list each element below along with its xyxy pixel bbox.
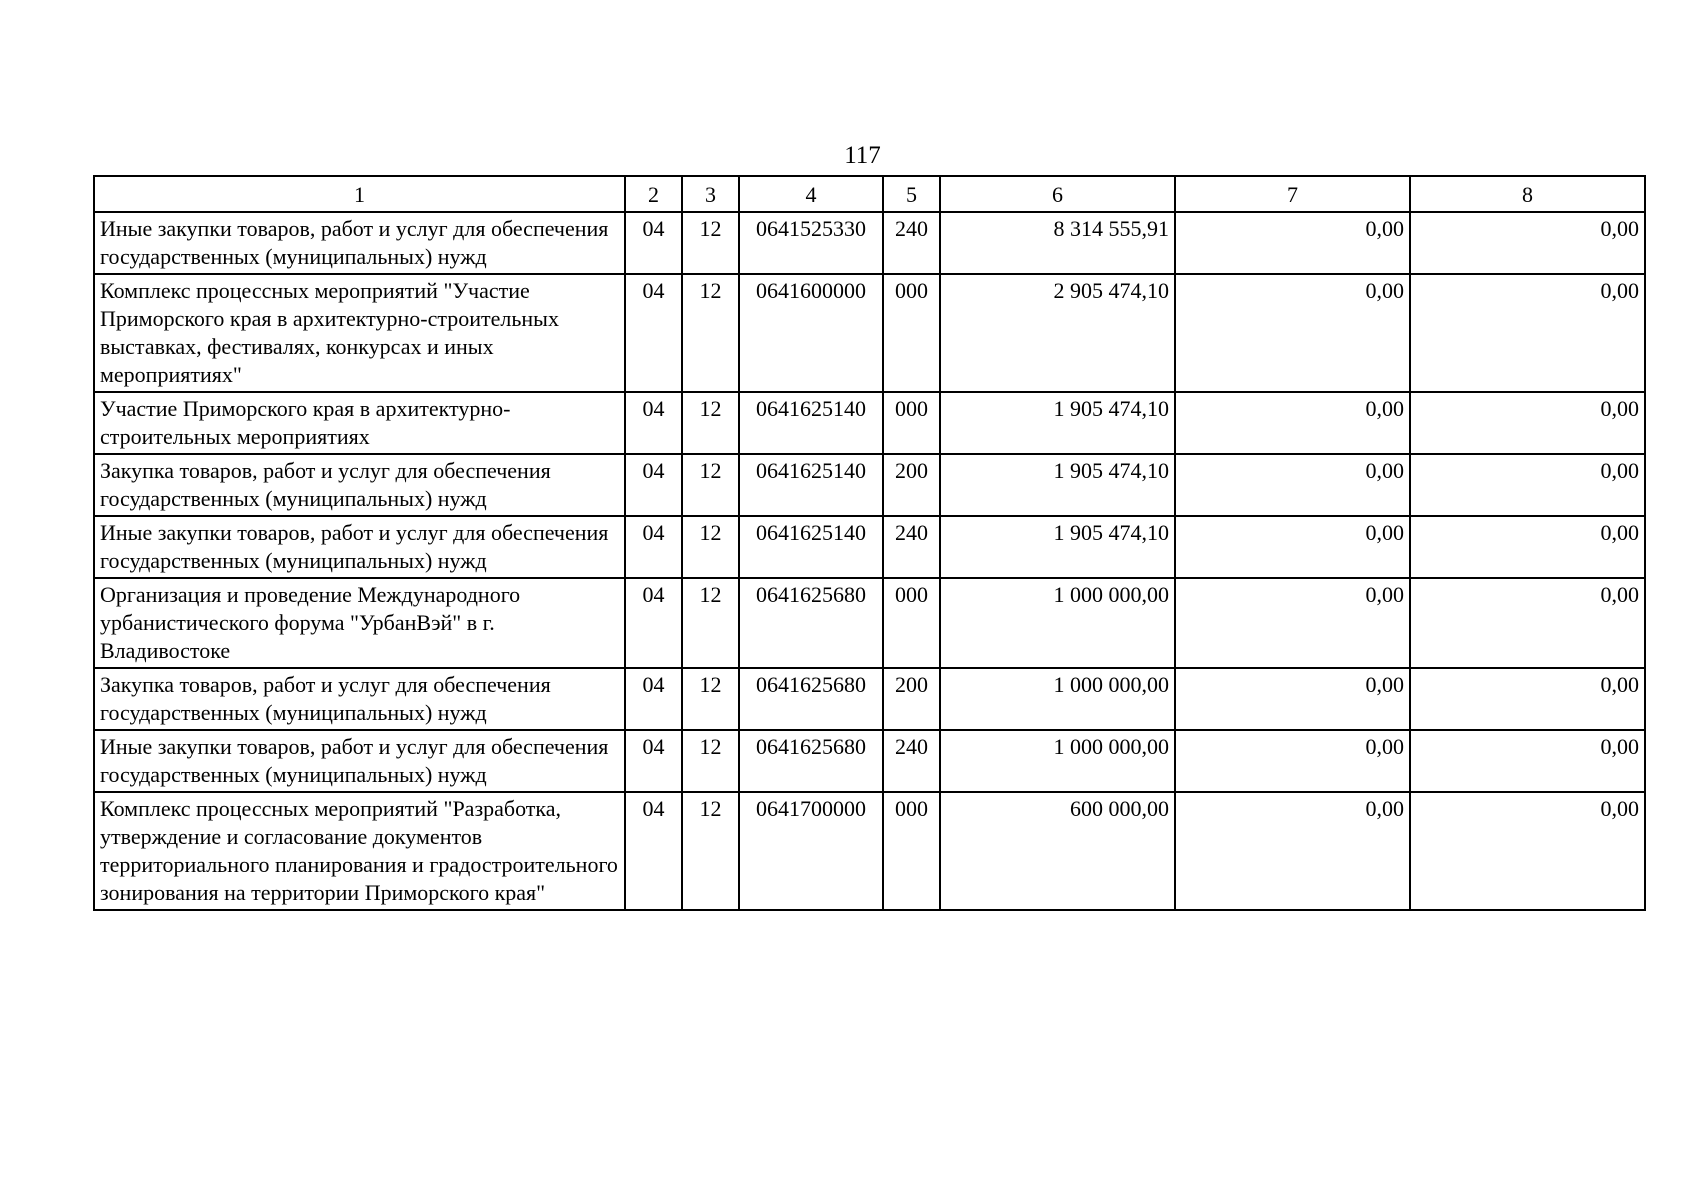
row-name: Иные закупки товаров, работ и услуг для обеспечения государственных (муниципальных) нужд: [94, 212, 625, 274]
page-number: 117: [844, 142, 881, 169]
row-amount-2: 0,00: [1175, 392, 1410, 454]
row-name: Иные закупки товаров, работ и услуг для обеспечения государственных (муниципальных) нужд: [94, 516, 625, 578]
row-amount-2: 0,00: [1175, 668, 1410, 730]
row-section: 04: [625, 454, 682, 516]
row-type: 240: [883, 730, 940, 792]
row-amount-3: 0,00: [1410, 454, 1645, 516]
row-name: Участие Приморского края в архитектурно-строительных мероприятиях: [94, 392, 625, 454]
row-subsection: 12: [682, 668, 739, 730]
row-amount-2: 0,00: [1175, 578, 1410, 668]
row-amount-2: 0,00: [1175, 792, 1410, 910]
row-section: 04: [625, 668, 682, 730]
row-amount-2: 0,00: [1175, 516, 1410, 578]
table-row: [94, 516, 1645, 578]
column-header-section: 2: [625, 176, 682, 212]
row-amount-3: 0,00: [1410, 668, 1645, 730]
row-target: 0641625140: [739, 392, 883, 454]
row-target: 0641700000: [739, 792, 883, 910]
row-amount-1: 600 000,00: [940, 792, 1175, 910]
row-target: 0641600000: [739, 274, 883, 392]
row-amount-1: 1 905 474,10: [940, 392, 1175, 454]
row-subsection: 12: [682, 578, 739, 668]
row-section: 04: [625, 274, 682, 392]
row-amount-3: 0,00: [1410, 730, 1645, 792]
row-subsection: 12: [682, 274, 739, 392]
row-amount-1: 8 314 555,91: [940, 212, 1175, 274]
column-header-subsection: 3: [682, 176, 739, 212]
table-row: [94, 578, 1645, 668]
row-target: 0641525330: [739, 212, 883, 274]
row-subsection: 12: [682, 454, 739, 516]
row-section: 04: [625, 578, 682, 668]
row-name: Комплекс процессных мероприятий "Участие Приморского края в архитектурно-строительных выставках, фестивалях, конкурсах и иных мероприятиях": [94, 274, 625, 392]
row-amount-1: 1 000 000,00: [940, 578, 1175, 668]
row-name: Комплекс процессных мероприятий "Разработка, утверждение и согласование документов территориального планирования и градостроительного зонирования на территории Приморского края": [94, 792, 625, 910]
row-type: 240: [883, 212, 940, 274]
row-type: 240: [883, 516, 940, 578]
row-amount-2: 0,00: [1175, 274, 1410, 392]
row-name: Закупка товаров, работ и услуг для обеспечения государственных (муниципальных) нужд: [94, 668, 625, 730]
column-header-amount-2: 7: [1175, 176, 1410, 212]
row-target: 0641625680: [739, 668, 883, 730]
row-amount-1: 1 000 000,00: [940, 730, 1175, 792]
row-section: 04: [625, 212, 682, 274]
row-section: 04: [625, 792, 682, 910]
table-row: [94, 730, 1645, 792]
row-type: 000: [883, 392, 940, 454]
row-subsection: 12: [682, 212, 739, 274]
row-section: 04: [625, 730, 682, 792]
row-target: 0641625140: [739, 516, 883, 578]
column-header-name: 1: [94, 176, 625, 212]
table-row: [94, 392, 1645, 454]
budget-table: [93, 175, 1646, 911]
row-type: 000: [883, 792, 940, 910]
row-amount-2: 0,00: [1175, 730, 1410, 792]
row-subsection: 12: [682, 392, 739, 454]
row-subsection: 12: [682, 730, 739, 792]
row-name: Иные закупки товаров, работ и услуг для обеспечения государственных (муниципальных) нужд: [94, 730, 625, 792]
row-type: 000: [883, 274, 940, 392]
row-amount-3: 0,00: [1410, 392, 1645, 454]
row-amount-2: 0,00: [1175, 454, 1410, 516]
column-header-amount-3: 8: [1410, 176, 1645, 212]
row-subsection: 12: [682, 792, 739, 910]
table-row: [94, 668, 1645, 730]
row-amount-1: 1 905 474,10: [940, 516, 1175, 578]
row-target: 0641625140: [739, 454, 883, 516]
row-amount-1: 1 905 474,10: [940, 454, 1175, 516]
row-amount-3: 0,00: [1410, 516, 1645, 578]
row-amount-2: 0,00: [1175, 212, 1410, 274]
table-row: [94, 274, 1645, 392]
column-header-type: 5: [883, 176, 940, 212]
row-section: 04: [625, 392, 682, 454]
row-amount-3: 0,00: [1410, 578, 1645, 668]
column-header-amount-1: 6: [940, 176, 1175, 212]
header-row: [94, 176, 1645, 212]
row-amount-1: 1 000 000,00: [940, 668, 1175, 730]
row-amount-1: 2 905 474,10: [940, 274, 1175, 392]
table-row: [94, 212, 1645, 274]
row-section: 04: [625, 516, 682, 578]
row-name: Закупка товаров, работ и услуг для обеспечения государственных (муниципальных) нужд: [94, 454, 625, 516]
row-type: 000: [883, 578, 940, 668]
row-subsection: 12: [682, 516, 739, 578]
row-target: 0641625680: [739, 730, 883, 792]
row-amount-3: 0,00: [1410, 212, 1645, 274]
row-amount-3: 0,00: [1410, 792, 1645, 910]
row-name: Организация и проведение Международного урбанистического форума "УрбанВэй" в г. Владивостоке: [94, 578, 625, 668]
column-header-target: 4: [739, 176, 883, 212]
row-target: 0641625680: [739, 578, 883, 668]
row-type: 200: [883, 668, 940, 730]
row-type: 200: [883, 454, 940, 516]
table-row: [94, 454, 1645, 516]
table-row: [94, 792, 1645, 910]
row-amount-3: 0,00: [1410, 274, 1645, 392]
